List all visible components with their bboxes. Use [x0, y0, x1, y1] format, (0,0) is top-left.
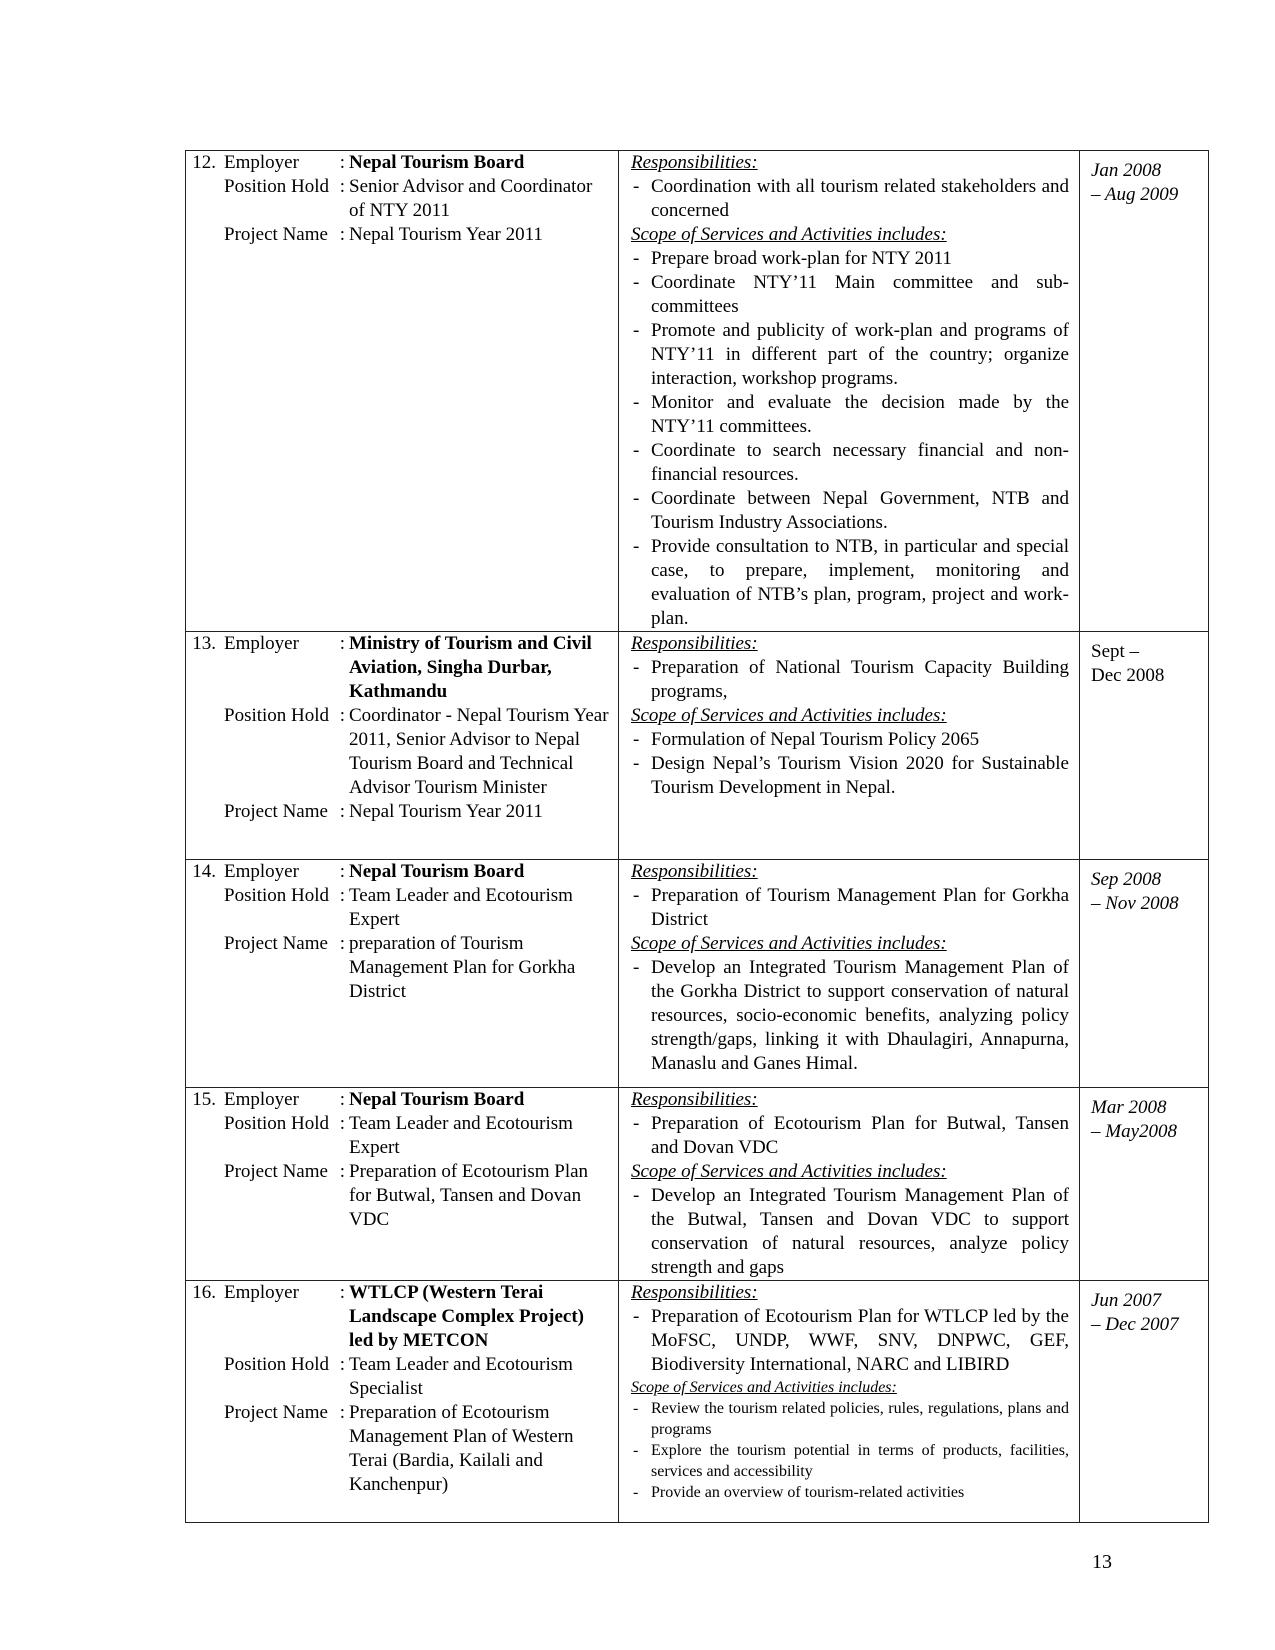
- responsibilities-cell: [619, 1088, 1080, 1281]
- list-item: - Coordinate between Nepal Government, NTB and Tourism Industry Associations.: [631, 487, 1069, 535]
- employer-value: Ministry of Tourism and Civil Aviation, Singha Durbar, Kathmandu: [349, 633, 592, 702]
- project-label: Project Name: [224, 1161, 328, 1182]
- employer-label: Employer: [224, 152, 299, 173]
- employment-details: 14. Employer : Nepal Tourism Board Position Hold : Team Leader and Ecotourism Expert Project Name : preparation of Tourism Management Plan for Gorkha District: [186, 860, 619, 1088]
- list-item: - Develop an Integrated Tourism Management Plan of the Butwal, Tansen and Dovan VDC to support conservation of natural resources, analyze policy strength and gaps: [631, 1184, 1069, 1280]
- table-row: [186, 1281, 1209, 1523]
- date-end: – Aug 2009: [1091, 184, 1179, 205]
- date-end: – Dec 2007: [1091, 1314, 1179, 1335]
- scope-heading: Scope of Services and Activities includes:: [631, 1161, 947, 1182]
- date-start: Sept –: [1091, 641, 1140, 662]
- employment-details: 15. Employer : Nepal Tourism Board Position Hold : Team Leader and Ecotourism Expert Project Name : Preparation of Ecotourism Plan for Butwal, Tansen and Dovan VDC: [186, 1088, 619, 1281]
- position-label: Position Hold: [224, 1354, 330, 1375]
- project-value: Nepal Tourism Year 2011: [349, 224, 543, 245]
- date-cell: [1080, 860, 1209, 1088]
- list-item: - Review the tourism related policies, rules, regulations, plans and programs: [631, 1398, 1069, 1440]
- table-row: [186, 632, 1209, 860]
- list-item: - Preparation of Ecotourism Plan for Butwal, Tansen and Dovan VDC: [631, 1112, 1069, 1160]
- position-value: Coordinator - Nepal Tourism Year 2011, Senior Advisor to Nepal Tourism Board and Technical Advisor Tourism Minister: [349, 705, 609, 798]
- employment-details: 16. Employer : WTLCP (Western Terai Landscape Complex Project) led by METCON Position Hold : Team Leader and Ecotourism Specialist Project Name : Preparation of Ecotourism Management Plan of Western Terai (Bardia, Kailali and Kanchenpur): [186, 1281, 619, 1523]
- table-row: [186, 860, 1209, 1088]
- experience-table: [185, 150, 1209, 1523]
- responsibilities-cell: [619, 1281, 1080, 1523]
- position-label: Position Hold: [224, 176, 330, 197]
- list-item: - Formulation of Nepal Tourism Policy 2065: [631, 728, 1069, 752]
- employer-value: WTLCP (Western Terai Landscape Complex Project) led by METCON: [349, 1282, 585, 1351]
- project-value: preparation of Tourism Management Plan for Gorkha District: [349, 933, 576, 1002]
- responsibilities-cell: [619, 151, 1080, 632]
- employer-value: Nepal Tourism Board: [349, 861, 525, 882]
- project-value: Preparation of Ecotourism Management Plan of Western Terai (Bardia, Kailali and Kanchenpur): [349, 1402, 574, 1495]
- list-item: - Design Nepal’s Tourism Vision 2020 for Sustainable Tourism Development in Nepal.: [631, 752, 1069, 800]
- responsibilities-cell: [619, 860, 1080, 1088]
- date-start: Jun 2007: [1091, 1290, 1162, 1311]
- position-label: Position Hold: [224, 705, 330, 726]
- position-value: Senior Advisor and Coordinator of NTY 2011: [349, 176, 593, 221]
- responsibilities-heading: Responsibilities:: [631, 1089, 758, 1110]
- list-item: - Preparation of Tourism Management Plan for Gorkha District: [631, 884, 1069, 932]
- page-number: 13: [1092, 1551, 1112, 1573]
- position-label: Position Hold: [224, 885, 330, 906]
- date-end: Dec 2008: [1091, 665, 1165, 686]
- list-item: - Provide consultation to NTB, in particular and special case, to prepare, implement, monitoring and evaluation of NTB’s plan, program, project and work-plan.: [631, 535, 1069, 631]
- project-value: Preparation of Ecotourism Plan for Butwal, Tansen and Dovan VDC: [349, 1161, 589, 1230]
- employer-label: Employer: [224, 861, 299, 882]
- scope-heading: Scope of Services and Activities includes:: [631, 224, 947, 245]
- entry-number: 12.: [192, 152, 216, 173]
- list-item: - Prepare broad work-plan for NTY 2011: [631, 247, 1069, 271]
- list-item: - Monitor and evaluate the decision made by the NTY’11 committees.: [631, 391, 1069, 439]
- project-label: Project Name: [224, 801, 328, 822]
- date-start: Sep 2008: [1091, 869, 1162, 890]
- date-end: – Nov 2008: [1091, 893, 1179, 914]
- employer-value: Nepal Tourism Board: [349, 1089, 525, 1110]
- scope-heading: Scope of Services and Activities includes:: [631, 705, 947, 726]
- responsibilities-heading: Responsibilities:: [631, 633, 758, 654]
- date-start: Jan 2008: [1091, 160, 1162, 181]
- employer-label: Employer: [224, 1089, 299, 1110]
- scope-heading: Scope of Services and Activities includes:: [631, 933, 947, 954]
- project-label: Project Name: [224, 224, 328, 245]
- table-row: [186, 151, 1209, 632]
- date-end: – May2008: [1091, 1121, 1178, 1142]
- list-item: - Preparation of National Tourism Capacity Building programs,: [631, 656, 1069, 704]
- employment-details: 12. Employer : Nepal Tourism Board Position Hold : Senior Advisor and Coordinator of NTY 2011 Project Name : Nepal Tourism Year 2011: [186, 151, 619, 632]
- date-cell: [1080, 1088, 1209, 1281]
- project-value: Nepal Tourism Year 2011: [349, 801, 543, 822]
- responsibilities-cell: [619, 632, 1080, 860]
- entry-number: 16.: [192, 1282, 216, 1303]
- list-item: - Preparation of Ecotourism Plan for WTLCP led by the MoFSC, UNDP, WWF, SNV, DNPWC, GEF, Biodiversity International, NARC and LIBIRD: [631, 1305, 1069, 1377]
- position-value: Team Leader and Ecotourism Specialist: [349, 1354, 573, 1399]
- position-label: Position Hold: [224, 1113, 330, 1134]
- project-label: Project Name: [224, 1402, 328, 1423]
- list-item: - Coordinate to search necessary financial and non-financial resources.: [631, 439, 1069, 487]
- table-row: [186, 1088, 1209, 1281]
- date-cell: [1080, 1281, 1209, 1523]
- list-item: - Develop an Integrated Tourism Management Plan of the Gorkha District to support conservation of natural resources, socio-economic benefits, analyzing policy strength/gaps, linking it with Dhaulagiri, Annapurna, Manaslu and Ganes Himal.: [631, 956, 1069, 1076]
- entry-number: 14.: [192, 861, 216, 882]
- responsibilities-heading: Responsibilities:: [631, 1282, 758, 1303]
- date-cell: [1080, 632, 1209, 860]
- scope-heading: Scope of Services and Activities includes:: [631, 1379, 897, 1396]
- responsibilities-heading: Responsibilities:: [631, 861, 758, 882]
- employment-details: 13. Employer : Ministry of Tourism and Civil Aviation, Singha Durbar, Kathmandu Position Hold : Coordinator - Nepal Tourism Year 2011, Senior Advisor to Nepal Tourism Board and Technical Advisor Tourism Minister Project Name : Nepal Tourism Year 2011: [186, 632, 619, 860]
- date-cell: [1080, 151, 1209, 632]
- list-item: - Coordinate NTY’11 Main committee and sub-committees: [631, 271, 1069, 319]
- entry-number: 13.: [192, 633, 216, 654]
- responsibilities-heading: Responsibilities:: [631, 152, 758, 173]
- list-item: - Coordination with all tourism related stakeholders and concerned: [631, 175, 1069, 223]
- employer-label: Employer: [224, 633, 299, 654]
- date-start: Mar 2008: [1091, 1097, 1167, 1118]
- employer-label: Employer: [224, 1282, 299, 1303]
- entry-number: 15.: [192, 1089, 216, 1110]
- project-label: Project Name: [224, 933, 328, 954]
- list-item: - Provide an overview of tourism-related activities: [631, 1482, 1069, 1503]
- position-value: Team Leader and Ecotourism Expert: [349, 1113, 573, 1158]
- list-item: - Explore the tourism potential in terms of products, facilities, services and accessibility: [631, 1440, 1069, 1482]
- list-item: - Promote and publicity of work-plan and programs of NTY’11 in different part of the country; organize interaction, workshop programs.: [631, 319, 1069, 391]
- employer-value: Nepal Tourism Board: [349, 152, 525, 173]
- position-value: Team Leader and Ecotourism Expert: [349, 885, 573, 930]
